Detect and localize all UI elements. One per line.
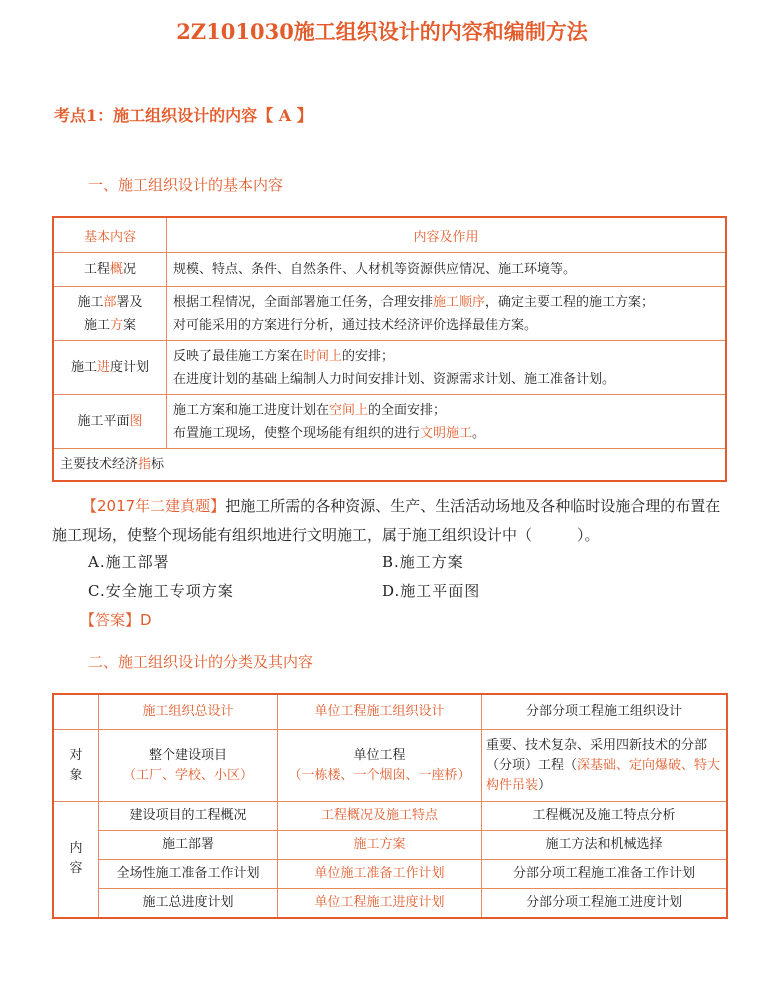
highlight: 进 [96,360,110,375]
row-name [53,287,167,341]
row-name [53,341,167,395]
answer [80,609,152,630]
col-header-general: 施工组织总设计 [99,694,278,730]
col-header-content: 内容及作用 [167,217,727,253]
highlight: 部 [103,294,117,310]
table-row [53,860,727,889]
kaodian-heading: 考点1：施工组织设计的内容【 A 】 [54,106,313,125]
section-2-heading: 二、施工组织设计的分类及其内容 [88,653,314,671]
table-row [53,802,727,831]
answer-value: D [140,611,152,629]
highlight: （工厂、学校、小区） [122,767,253,783]
cell: 施工部署 [99,831,278,860]
row-content: 规模、特点、条件、自然条件、人材机等资源供应情况、施工环境等。 [167,253,727,287]
table-row [53,831,727,860]
text: 的全面安排； [368,402,447,418]
table-header-row [53,217,726,253]
text: 的安排； [342,348,395,364]
row-name [53,449,726,481]
text: 施工平面 [77,414,130,429]
highlight: 指 [138,456,152,472]
text: 单位工程 [353,747,406,763]
corner-cell [53,694,99,730]
highlight: 方 [109,317,123,333]
row-content [167,395,727,449]
cell: 工程概况及施工特点 [278,802,482,831]
option-b: B.施工方案 [382,553,464,571]
text: 主要技术经济 [60,456,139,472]
object-general [99,730,278,802]
highlight: 空间上 [329,402,369,418]
text: 施工 [77,294,104,310]
text: 内 [69,841,83,857]
row-name [53,395,167,449]
table-row [53,253,726,287]
question-tag: 【2017年二建真题】 [82,497,226,515]
cell: 分部分项工程施工进度计划 [482,889,728,918]
text: 布置施工现场，使整个现场能有组织的进行 [173,425,421,441]
text: 重要、技术复杂、采用四新技术的分部（分项）工程（ [486,737,708,773]
text: 施工 [70,360,97,375]
table-row [53,395,726,449]
text: ） [538,777,552,793]
classification-table [52,693,728,919]
content-label [53,802,99,918]
object-unit [278,730,482,802]
cell: 单位工程施工进度计划 [278,889,482,918]
text: 在进度计划的基础上编制人力时间安排计划、资源需求计划、施工准备计划。 [173,371,616,387]
object-subdivision [482,730,728,802]
exam-question [52,492,728,550]
text: 工程 [83,262,110,277]
text: 反映了最佳施工方案在 [173,348,304,364]
row-content [167,287,727,341]
option-d: D.施工平面图 [382,582,481,600]
col-header-unit: 单位工程施工组织设计 [278,694,482,730]
answer-tag: 【答案】 [80,611,141,629]
text: 标 [151,456,165,472]
highlight: 深基础、定向爆破、特大构件吊装 [486,757,721,793]
table-row [53,287,726,341]
page-title: 2Z101030施工组织设计的内容和编制方法 [176,19,588,44]
text: 整个建设项目 [148,747,227,763]
text: 对 [69,747,83,763]
highlight: 文明施工 [420,425,473,441]
section-1-heading: 一、施工组织设计的基本内容 [88,176,284,194]
table-header-row [53,694,727,730]
text: 。 [472,425,486,441]
table-row [53,889,727,918]
highlight: 图 [129,414,143,429]
text: 根据工程情况，全面部署施工任务，合理安排 [173,294,434,310]
row-name [53,253,167,287]
table-row [53,341,726,395]
cell: 施工方法和机械选择 [482,831,728,860]
table-row [53,449,726,481]
highlight: 时间上 [303,348,343,364]
cell: 分部分项工程施工准备工作计划 [482,860,728,889]
cell: 全场性施工准备工作计划 [99,860,278,889]
text: 对可能采用的方案进行分析，通过技术经济评价选择最佳方案。 [173,317,538,333]
text: 署及 [116,294,143,310]
highlight: 概 [109,262,123,277]
row-content [167,341,727,395]
text: 案 [123,317,137,333]
cell: 工程概况及施工特点分析 [482,802,728,831]
col-header-basic: 基本内容 [53,217,167,253]
cell: 施工总进度计划 [99,889,278,918]
text: ，确定主要工程的施工方案； [485,294,655,310]
text: 度计划 [110,360,150,375]
text: 施工方案和施工进度计划在 [173,402,330,418]
col-header-subdivision: 分部分项工程施工组织设计 [482,694,728,730]
cell: 单位施工准备工作计划 [278,860,482,889]
object-label [53,730,99,802]
basic-content-table [52,216,727,482]
option-c: C.安全施工专项方案 [88,582,234,600]
option-a: A.施工部署 [88,553,170,571]
table-row [53,730,727,802]
cell: 建设项目的工程概况 [99,802,278,831]
highlight: 施工顺序 [433,294,486,310]
text: 容 [69,861,83,877]
question-text: 把施工所需的各种资源、生产、生活活动场地及各种临时设施合理的布置在施工现场，使整个现场能有组织地进行文明施工，属于施工组织设计中（ ）。 [52,497,721,544]
cell: 施工方案 [278,831,482,860]
text: 况 [123,262,137,277]
highlight: （一栋楼、一个烟囱、一座桥） [288,767,471,783]
text: 施工 [83,317,110,333]
text: 象 [69,767,83,783]
